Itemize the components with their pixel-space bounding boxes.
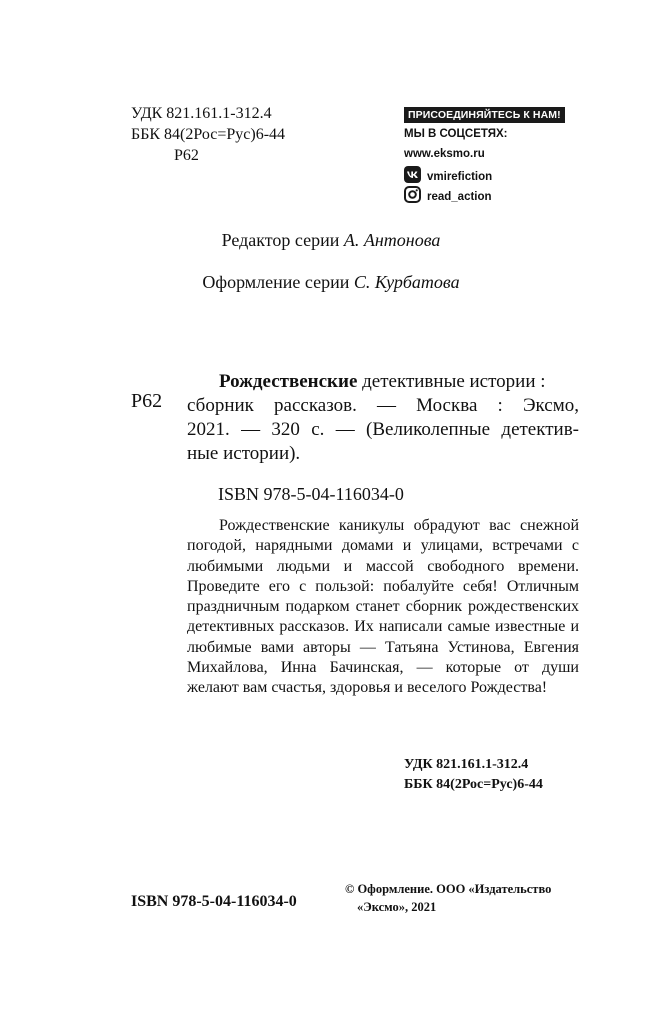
vk-handle: vmirefiction: [427, 171, 493, 183]
social-block: [404, 107, 565, 203]
udk-code: УДК 821.161.1-312.4: [131, 105, 272, 122]
website-link[interactable]: www.eksmo.ru: [404, 148, 485, 160]
book-description: [187, 516, 579, 699]
annotation-line-4: ные истории).: [187, 443, 301, 464]
description-text: Рождественские каникулы обрадуют вас снежной погодой, нарядными домами и улицами, встречами с любимыми людьми и массой свободного времени. Проведите его с пользой: побалуйте себя! Отличным праздничным подарком станет сборник рождественских детективных рассказов. Их написали самые известные и любимые вами авторы — Татьяна Устинова, Евгения Михайлова, Инна Бачинская, — которые от души желают вам счастья, здоровья и веселого Рождества!: [187, 517, 579, 697]
vk-icon: [404, 166, 421, 183]
instagram-row[interactable]: [404, 186, 565, 203]
isbn-bottom: ISBN 978-5-04-116034-0: [131, 893, 297, 910]
bottom-udk: УДК 821.161.1-312.4: [404, 757, 529, 772]
annotation-title-bold: Рождественские: [219, 371, 358, 392]
annotation-line-2: сборник рассказов. — Москва : Эксмо,: [187, 395, 579, 416]
copyright-line-2: «Эксмо», 2021: [357, 900, 437, 914]
series-editor-credit: [0, 230, 662, 251]
annotation-title-rest: детективные истории :: [362, 371, 546, 392]
author-mark: Р62: [174, 147, 199, 164]
design-name: С. Курбатова: [353, 272, 460, 292]
bibliographic-annotation: [187, 370, 579, 466]
design-label: Оформление серии: [202, 272, 350, 292]
series-design-credit: [0, 272, 662, 293]
vk-row[interactable]: [404, 166, 565, 183]
copyright-line-1: © Оформление. ООО «Издательство: [345, 882, 552, 896]
instagram-icon: [404, 186, 421, 203]
editor-label: Редактор серии: [221, 230, 340, 250]
social-heading: МЫ В СОЦСЕТЯХ:: [404, 128, 508, 140]
bottom-bbk: ББК 84(2Рос=Рус)6-44: [404, 777, 543, 792]
isbn-main: ISBN 978-5-04-116034-0: [218, 484, 404, 504]
bbk-code: ББК 84(2Рос=Рус)6-44: [131, 126, 286, 143]
annotation-line-1: [187, 370, 579, 394]
annotation-line-3: 2021. — 320 с. — (Великолепные детектив-: [187, 419, 579, 440]
join-us-banner: ПРИСОЕДИНЯЙТЕСЬ К НАМ!: [404, 107, 565, 123]
bottom-classification: [404, 755, 543, 795]
classification-block: [131, 103, 285, 166]
instagram-handle: read_action: [427, 191, 492, 203]
editor-name: А. Антонова: [343, 230, 441, 250]
copyright-notice: [345, 880, 551, 916]
annotation-author-mark: Р62: [131, 390, 163, 412]
